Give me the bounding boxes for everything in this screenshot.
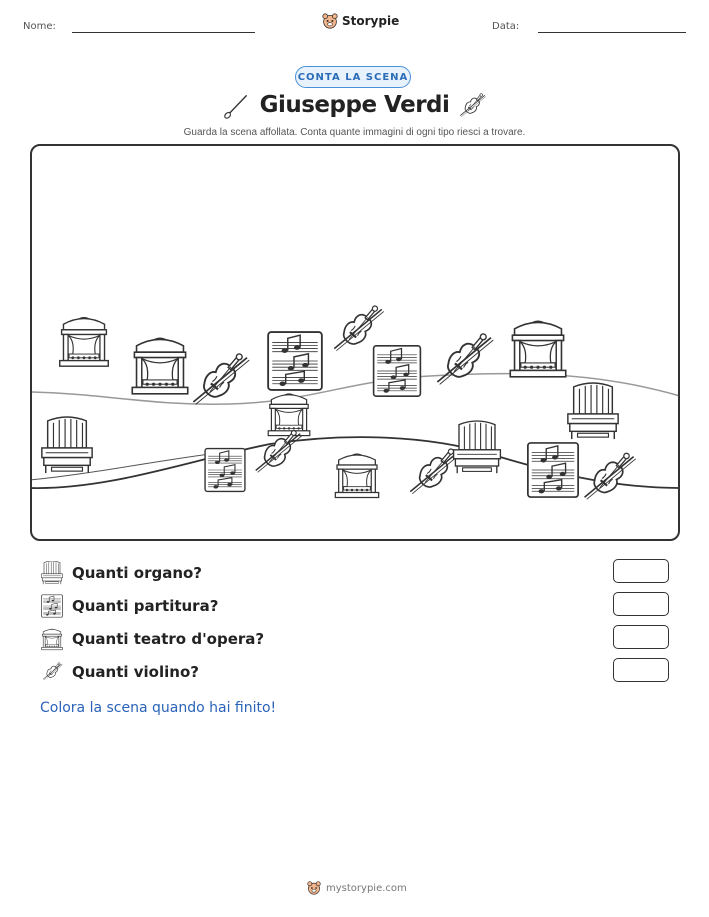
opera-house-icon	[332, 448, 382, 502]
name-label: Nome:	[23, 21, 56, 32]
answer-box-organ[interactable]	[613, 559, 669, 583]
question-violin	[40, 659, 199, 685]
name-line[interactable]	[72, 32, 255, 33]
sheet-music-icon	[524, 436, 582, 504]
activity-badge: CONTA LA SCENA	[295, 66, 411, 88]
sheet-music-icon	[40, 594, 64, 618]
brand-name: Storypie	[342, 14, 400, 28]
question-label: Quanti partitura?	[72, 597, 219, 615]
opera-house-icon	[40, 627, 64, 651]
organ-icon	[450, 416, 504, 480]
date-label: Data:	[492, 21, 520, 32]
violin-icon	[576, 446, 640, 510]
opera-house-icon	[56, 312, 112, 370]
violin-icon	[248, 424, 306, 482]
organ-icon	[564, 380, 622, 444]
answer-box-violin[interactable]	[613, 658, 669, 682]
mascot-icon	[322, 13, 338, 29]
page-title: Giuseppe Verdi	[259, 92, 450, 118]
instructions: Guarda la scena affollata. Conta quante immagini di ogni tipo riesci a trovare.	[183, 127, 526, 138]
footer	[307, 881, 407, 895]
brand-logo	[322, 13, 399, 29]
organ-icon	[40, 561, 64, 585]
coloring-note: Colora la scena quando hai finito!	[40, 700, 277, 716]
opera-house-icon	[506, 312, 570, 384]
sheet-music-icon	[202, 444, 248, 496]
question-organ	[40, 560, 202, 586]
violin-icon	[40, 660, 64, 684]
answer-box-sheet-music[interactable]	[613, 592, 669, 616]
footer-url[interactable]: mystorypie.com	[326, 882, 407, 894]
opera-house-icon	[128, 332, 192, 398]
question-label: Quanti violino?	[72, 663, 199, 681]
counting-scene	[30, 144, 680, 541]
violin-icon	[184, 346, 254, 416]
date-line[interactable]	[538, 32, 686, 33]
sheet-music-icon	[264, 328, 326, 394]
violin-icon	[456, 90, 488, 122]
organ-icon	[38, 414, 96, 478]
question-label: Quanti organo?	[72, 564, 203, 582]
answer-box-opera-house[interactable]	[613, 625, 669, 649]
question-opera-house	[40, 626, 264, 652]
question-sheet-music	[40, 593, 218, 619]
question-label: Quanti teatro d'opera?	[72, 630, 265, 648]
mascot-icon	[307, 881, 321, 895]
sheet-music-icon	[370, 342, 424, 400]
violin-icon	[428, 326, 498, 396]
